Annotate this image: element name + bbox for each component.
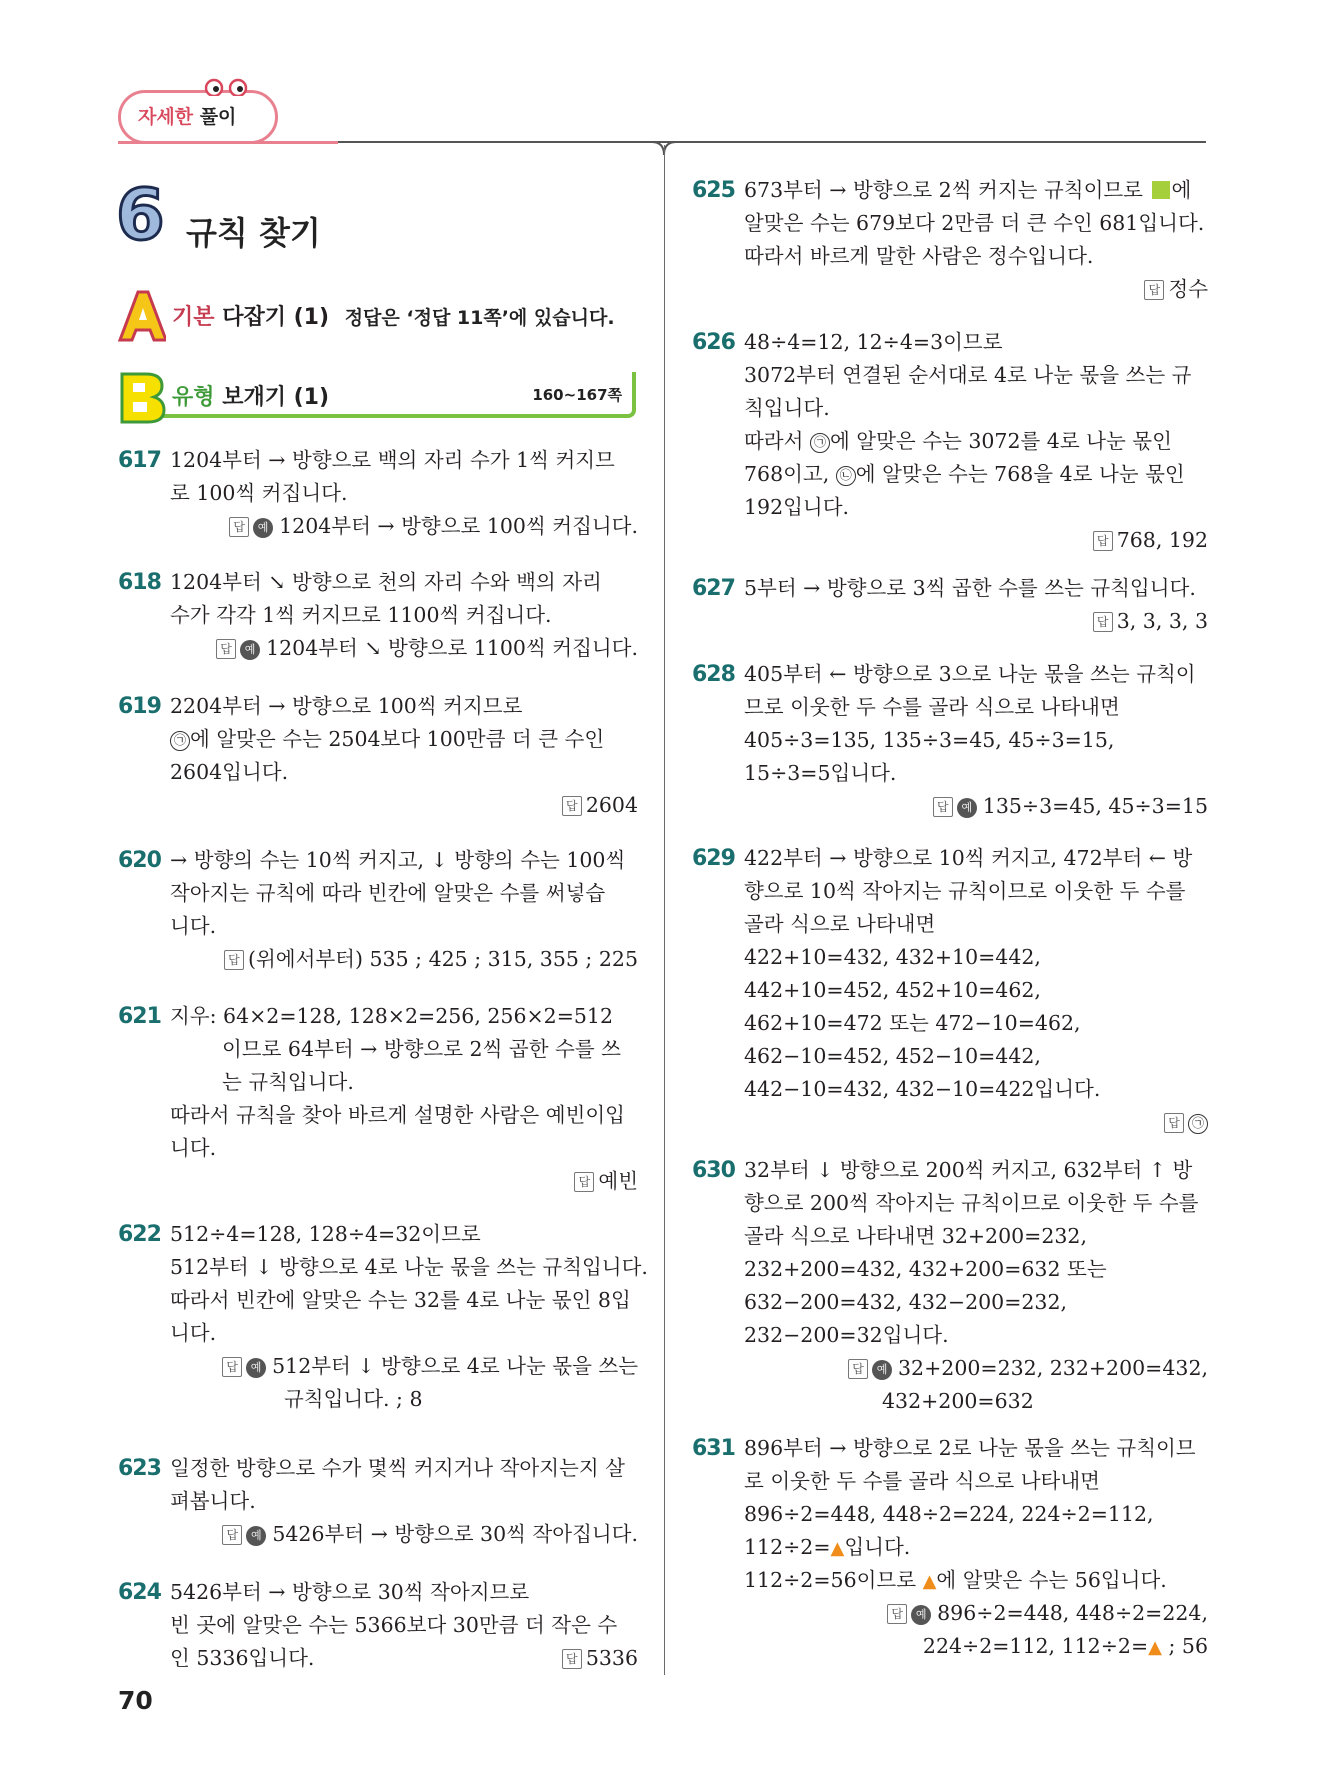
answer-line: 답 예 896÷2=448, 448÷2=224, — [744, 1597, 1208, 1630]
column-divider — [664, 145, 665, 1675]
top-rule — [338, 141, 1206, 143]
problem-number: 628 — [692, 662, 735, 687]
triangle-icon: ▲ — [1148, 1637, 1162, 1658]
problem-number: 630 — [692, 1158, 735, 1183]
chapter-number: 6 — [116, 174, 165, 256]
triangle-icon: ▲ — [830, 1538, 845, 1559]
problem-number: 618 — [118, 570, 161, 595]
answer-line: 답 2604 — [170, 789, 638, 822]
section-a-note: 정답은 ‘정답 11쪽’에 있습니다. — [344, 307, 615, 329]
problem-number: 621 — [118, 1004, 161, 1029]
answer-line: 답 예 1204부터 → 방향으로 100씩 커집니다. — [170, 510, 638, 543]
problem-number: 620 — [118, 848, 161, 873]
problem-number: 619 — [118, 694, 161, 719]
problem-number: 624 — [118, 1580, 161, 1605]
problem-number: 627 — [692, 576, 735, 601]
answer-line: 답 예 32+200=232, 232+200=432, — [744, 1352, 1208, 1385]
section-b-title: 유형 보개기 (1) — [172, 385, 330, 410]
header-tab — [118, 90, 338, 144]
problem-number: 629 — [692, 846, 735, 871]
triangle-icon: ▲ — [922, 1571, 937, 1592]
letter-b-icon — [118, 372, 166, 424]
problem-number: 626 — [692, 330, 735, 355]
green-square-icon — [1152, 181, 1170, 199]
answer-line: 답 예 512부터 ↓ 방향으로 4로 나눈 몫을 쓰는 — [170, 1350, 638, 1383]
answer-line: 답 3, 3, 3, 3 — [744, 605, 1208, 638]
answer-line: 답 예 1204부터 ↘ 방향으로 1100씩 커집니다. — [170, 632, 638, 665]
page-number: 70 — [118, 1686, 153, 1715]
answer-line: 답 768, 192 — [744, 524, 1208, 557]
answer-line: 답 ㉠ — [744, 1106, 1208, 1139]
problem-number: 625 — [692, 178, 735, 203]
problem-number: 617 — [118, 448, 161, 473]
header-underline — [118, 141, 338, 144]
chapter-title: 규칙 찾기 — [186, 214, 321, 252]
answer-line: 답 예 135÷3=45, 45÷3=15 — [744, 790, 1208, 823]
letter-a-icon — [118, 290, 166, 344]
problem-number: 631 — [692, 1436, 735, 1461]
answer-line: 답 예 5426부터 → 방향으로 30씩 작아집니다. — [170, 1518, 638, 1551]
answer-line: 답 5336 — [562, 1642, 638, 1675]
answer-line: 답 (위에서부터) 535 ; 425 ; 315, 355 ; 225 — [170, 943, 638, 976]
section-b-pages: 160~167쪽 — [532, 386, 622, 404]
answer-line: 답 예빈 — [170, 1165, 638, 1198]
eyes-icon — [200, 76, 252, 96]
section-b-header — [118, 372, 636, 424]
answer-line: 답 정수 — [744, 273, 1208, 306]
section-a-title: 기본 다잡기 (1) 정답은 ‘정답 11쪽’에 있습니다. — [172, 305, 615, 330]
problem-number: 622 — [118, 1222, 161, 1247]
problem-number: 623 — [118, 1456, 161, 1481]
header-title: 자세한 풀이 — [138, 106, 237, 128]
